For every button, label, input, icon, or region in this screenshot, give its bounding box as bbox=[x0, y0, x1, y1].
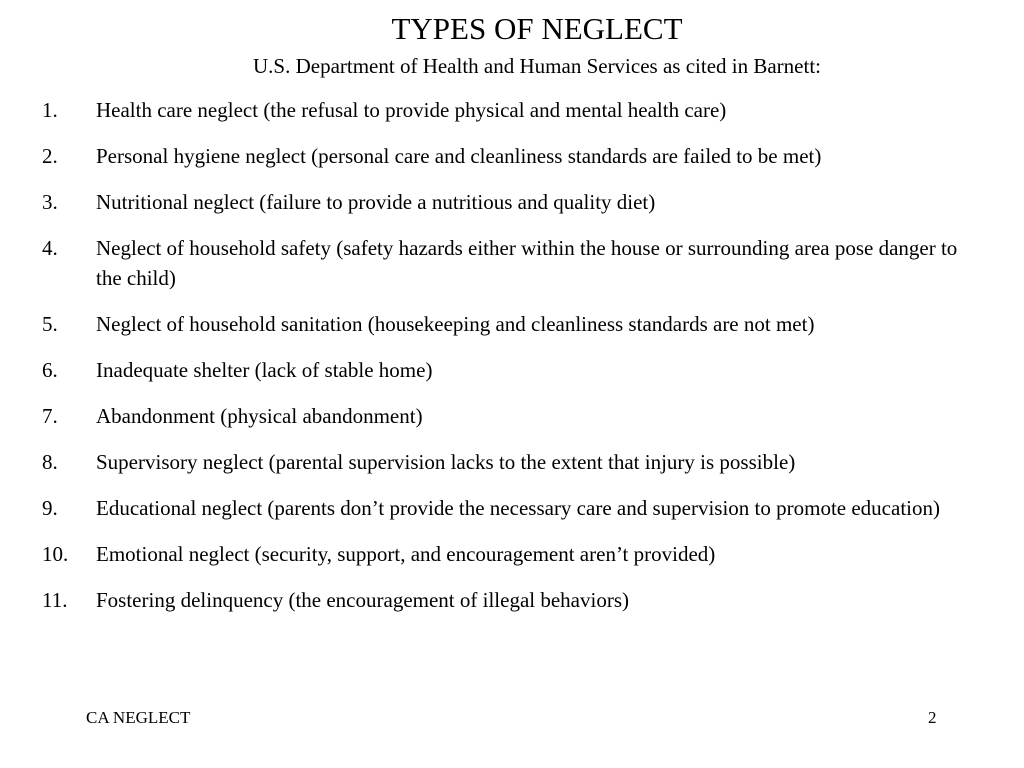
list-item bbox=[42, 141, 962, 171]
footer-label: CA NEGLECT bbox=[86, 708, 191, 727]
list-item-text: Neglect of household safety (safety hazards either within the house or surrounding area pose danger to the child) bbox=[96, 236, 958, 290]
list-item-text: Fostering delinquency (the encouragement of illegal behaviors) bbox=[96, 588, 629, 612]
list-item-number: 2. bbox=[42, 144, 58, 168]
list-item bbox=[42, 447, 962, 477]
list-item-number: 10. bbox=[42, 542, 69, 566]
list-item-text: Health care neglect (the refusal to provide physical and mental health care) bbox=[96, 98, 727, 122]
list-item bbox=[42, 355, 962, 385]
list-item-text: Inadequate shelter (lack of stable home) bbox=[96, 358, 433, 382]
slide-title: TYPES OF NEGLECT bbox=[391, 11, 683, 46]
list-item bbox=[42, 233, 962, 293]
list-item bbox=[42, 309, 962, 339]
list-item-text: Supervisory neglect (parental supervision lacks to the extent that injury is possible) bbox=[96, 450, 796, 474]
list-item-text: Neglect of household sanitation (housekeeping and cleanliness standards are not met) bbox=[96, 312, 815, 336]
list-item-text: Nutritional neglect (failure to provide a nutritious and quality diet) bbox=[96, 190, 656, 214]
list-item-number: 6. bbox=[42, 358, 58, 382]
list-item-text: Emotional neglect (security, support, and encouragement aren’t provided) bbox=[96, 542, 716, 566]
list-item bbox=[42, 493, 962, 523]
page-number: 2 bbox=[928, 708, 937, 727]
list-item bbox=[42, 539, 962, 569]
list-item-text: Personal hygiene neglect (personal care and cleanliness standards are failed to be met) bbox=[96, 144, 822, 168]
list-item-text: Educational neglect (parents don’t provide the necessary care and supervision to promote education) bbox=[96, 496, 940, 520]
list-item bbox=[42, 187, 962, 217]
list-item-number: 3. bbox=[42, 190, 58, 214]
list-item-text: Abandonment (physical abandonment) bbox=[96, 404, 423, 428]
list-item bbox=[42, 95, 962, 125]
neglect-types-list bbox=[42, 95, 962, 631]
list-item-number: 1. bbox=[42, 98, 58, 122]
list-item-number: 7. bbox=[42, 404, 58, 428]
slide-subtitle: U.S. Department of Health and Human Services as cited in Barnett: bbox=[252, 54, 821, 78]
list-item-number: 8. bbox=[42, 450, 58, 474]
list-item bbox=[42, 401, 962, 431]
list-item-number: 4. bbox=[42, 236, 58, 260]
list-item-number: 11. bbox=[42, 588, 68, 612]
list-item-number: 5. bbox=[42, 312, 58, 336]
list-item-number: 9. bbox=[42, 496, 58, 520]
list-item bbox=[42, 585, 962, 615]
